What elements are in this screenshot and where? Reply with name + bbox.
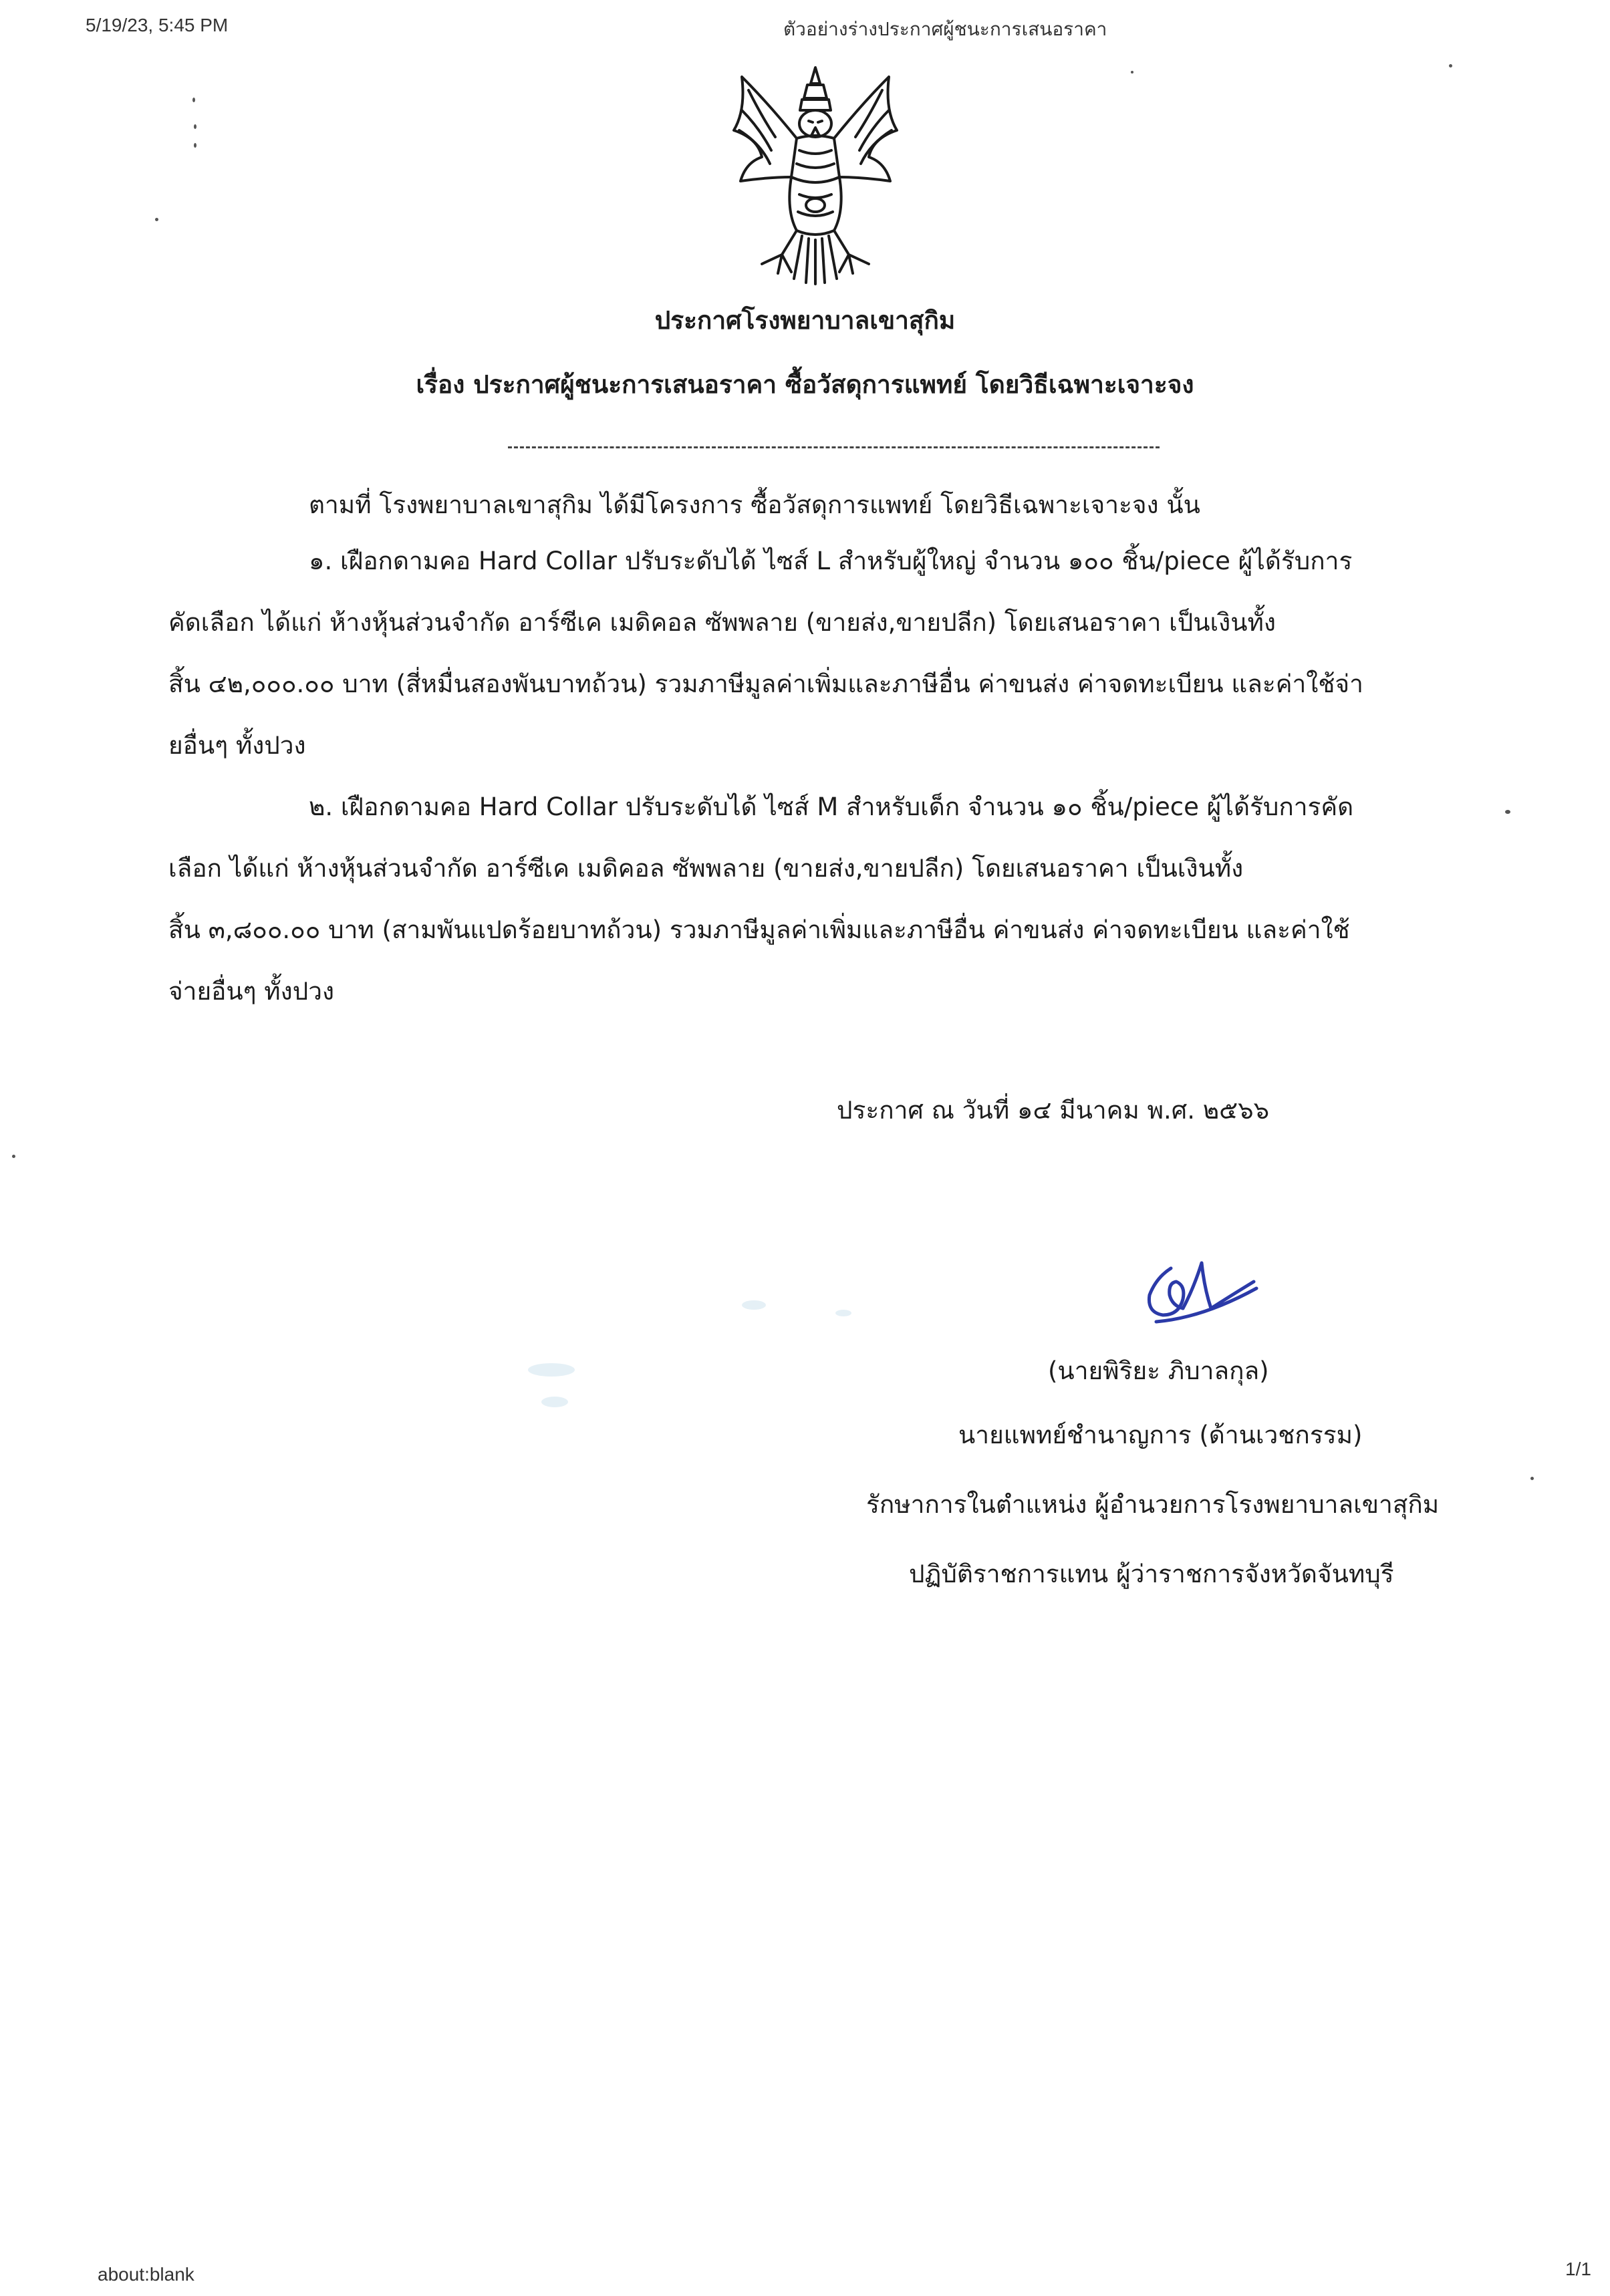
dashed-divider	[508, 446, 1160, 448]
scan-stain	[835, 1310, 851, 1316]
signatory-on-behalf: ปฏิบัติราชการแทน ผู้ว่าราชการจังหวัดจันทบุรี	[909, 1560, 1394, 1588]
item1-line1: ๑. เฝือกดามคอ Hard Collar ปรับระดับได้ ไซส์ L สำหรับผู้ใหญ่ จำนวน ๑๐๐ ชิ้น/piece ผู้ได้รับการ	[309, 547, 1353, 575]
print-page-title: ตัวอย่างร่างประกาศผู้ชนะการเสนอราคา	[783, 19, 1107, 39]
handwritten-signature	[1129, 1248, 1263, 1335]
signatory-name: (นายพิริยะ ภิบาลกุล)	[1048, 1356, 1269, 1385]
item2-line1: ๒. เฝือกดามคอ Hard Collar ปรับระดับได้ ไซส์ M สำหรับเด็ก จำนวน ๑๐ ชิ้น/piece ผู้ได้รับการคัด	[309, 793, 1354, 821]
announcement-date: ประกาศ ณ วันที่ ๑๔ มีนาคม พ.ศ. ๒๕๖๖	[837, 1096, 1270, 1125]
scan-speck	[12, 1155, 15, 1158]
print-page-count: 1/1	[1565, 2259, 1591, 2279]
scan-stain	[541, 1397, 568, 1407]
scan-speck	[155, 218, 158, 221]
scan-speck	[194, 143, 196, 148]
scan-speck	[1505, 810, 1510, 814]
item1-line3: สิ้น ๔๒,๐๐๐.๐๐ บาท (สี่หมื่นสองพันบาทถ้วน) รวมภาษีมูลค่าเพิ่มและภาษีอื่น ค่าขนส่ง ค่าจดทะเบียน และค่าใช้จ่า	[168, 670, 1363, 698]
scan-speck	[1131, 71, 1133, 74]
garuda-emblem-icon	[722, 63, 909, 287]
signature-mark	[1129, 1248, 1263, 1335]
print-url: about:blank	[98, 2264, 194, 2285]
page-title: ประกาศโรงพยาบาลเขาสุกิม	[654, 306, 956, 335]
scan-stain	[742, 1300, 766, 1310]
scan-speck	[194, 124, 196, 129]
intro-paragraph: ตามที่ โรงพยาบาลเขาสุกิม ได้มีโครงการ ซื้อวัสดุการแพทย์ โดยวิธีเฉพาะเจาะจง นั้น	[309, 490, 1200, 519]
scan-speck	[1530, 1477, 1534, 1480]
document-subject: เรื่อง ประกาศผู้ชนะการเสนอราคา ซื้อวัสดุการแพทย์ โดยวิธีเฉพาะเจาะจง	[416, 370, 1194, 399]
scan-stain	[528, 1363, 575, 1377]
signatory-position: นายแพทย์ชำนาญการ (ด้านเวชกรรม)	[958, 1421, 1363, 1449]
scan-speck	[192, 98, 195, 102]
garuda-emblem	[722, 63, 909, 287]
print-datetime: 5/19/23, 5:45 PM	[86, 15, 229, 35]
scan-speck	[1449, 64, 1452, 67]
item2-line4: จ่ายอื่นๆ ทั้งปวง	[168, 977, 335, 1006]
item2-line2: เลือก ได้แก่ ห้างหุ้นส่วนจำกัด อาร์ซีเค เมดิคอล ซัพพลาย (ขายส่ง,ขายปลีก) โดยเสนอราคา เป็นเงินทั้ง	[168, 854, 1244, 883]
signatory-acting-role: รักษาการในตำแหน่ง ผู้อำนวยการโรงพยาบาลเขาสุกิม	[866, 1490, 1440, 1519]
item1-line4: ยอื่นๆ ทั้งปวง	[168, 731, 306, 760]
item1-line2: คัดเลือก ได้แก่ ห้างหุ้นส่วนจำกัด อาร์ซีเค เมดิคอล ซัพพลาย (ขายส่ง,ขายปลีก) โดยเสนอราคา เป็นเงินทั้ง	[168, 608, 1276, 637]
item2-line3: สิ้น ๓,๘๐๐.๐๐ บาท (สามพันแปดร้อยบาทถ้วน) รวมภาษีมูลค่าเพิ่มและภาษีอื่น ค่าขนส่ง ค่าจดทะเบียน และค่าใช้	[168, 915, 1350, 944]
